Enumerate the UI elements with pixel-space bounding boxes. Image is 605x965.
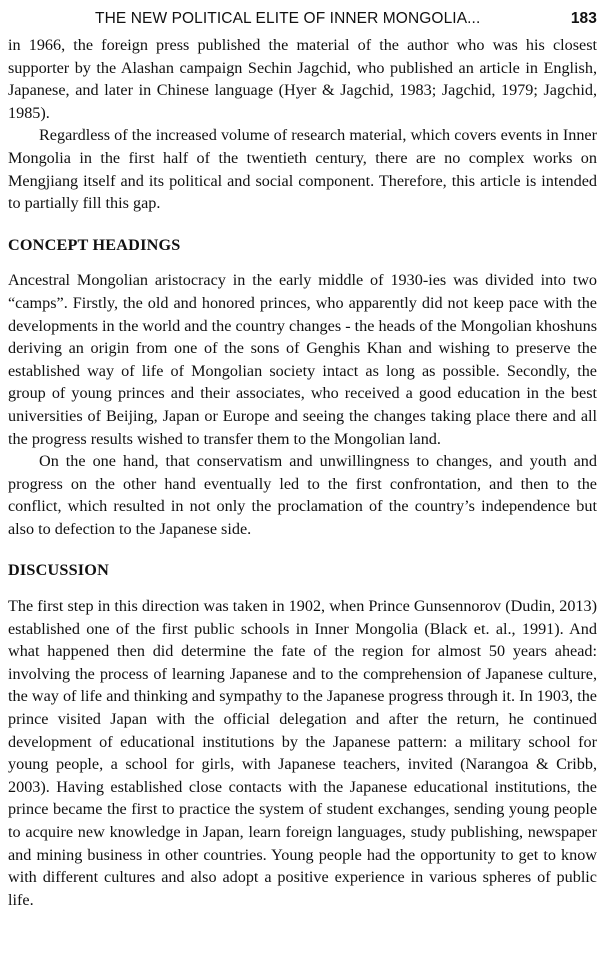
article-body bbox=[8, 34, 597, 911]
intro-paragraph-2: Regardless of the increased volume of research material, which covers events in Inner Mongolia in the first half of the twentieth century, there are no complex works on Mengjiang itself and its political and social component. Therefore, this article is intended to partially fill this gap. bbox=[8, 126, 597, 213]
page-number: 183 bbox=[570, 10, 597, 27]
running-header bbox=[8, 0, 597, 34]
discussion-title: DISCUSSION bbox=[8, 561, 109, 580]
page bbox=[8, 0, 597, 911]
concept-headings-title: CONCEPT HEADINGS bbox=[8, 235, 181, 254]
running-title: THE NEW POLITICAL ELITE OF INNER MONGOLIA... bbox=[95, 10, 481, 27]
concept-paragraph-1: Ancestral Mongolian aristocracy in the early middle of 1930-ies was divided into two “camps”. Firstly, the old and honored princes, who apparently did not keep pace with the developments in the world and the country changes - the heads of the Mongolian khoshuns deriving an origin from one of the sons of Genghis Khan and wishing to preserve the established way of life of Mongolian society intact as long as possible. Secondly, the group of young princes and their associates, who received a good education in the best universities of Beijing, Japan or Europe and seeing the changes taking place there and all the progress results wished to transfer them to the Mongolian land. bbox=[8, 271, 597, 448]
concept-paragraph-2: On the one hand, that conservatism and unwillingness to changes, and youth and progress on the other hand eventually led to the first confrontation, and then to the conflict, which resulted in not only the proclamation of the country’s independence but also to defection to the Japanese side. bbox=[8, 452, 597, 538]
intro-paragraph-1: in 1966, the foreign press published the material of the author who was his closest supporter by the Alashan campaign Sechin Jagchid, who published an article in English, Japanese, and later in Chinese language (Hyer & Jagchid, 1983; Jagchid, 1979; Jagchid, 1985). bbox=[8, 36, 597, 122]
discussion-paragraph-1: The first step in this direction was taken in 1902, when Prince Gunsennorov (Dudin, 2013) established one of the first public schools in Inner Mongolia (Black et. al., 1991). And what happened then did determine the fate of the region for almost 50 years ahead: involving the process of learning Japanese and to the comprehension of Japanese culture, the way of life and thinking and sympathy to the Japanese progress through it. In 1903, the prince visited Japan with the official delegation and after the return, he continued development of educational institutions by the Japanese pattern: a military school for young people, a school for girls, with Japanese teachers, invited (Narangoa & Cribb, 2003). Having established close contacts with the Japanese educational institutions, the prince became the first to practice the system of student exchanges, sending young people to acquire new knowledge in Japan, learn foreign languages, study publishing, newspaper and mining business in other countries. Young people had the opportunity to get to know with different cultures and also adopt a positive experience in various spheres of public life. bbox=[8, 597, 597, 909]
